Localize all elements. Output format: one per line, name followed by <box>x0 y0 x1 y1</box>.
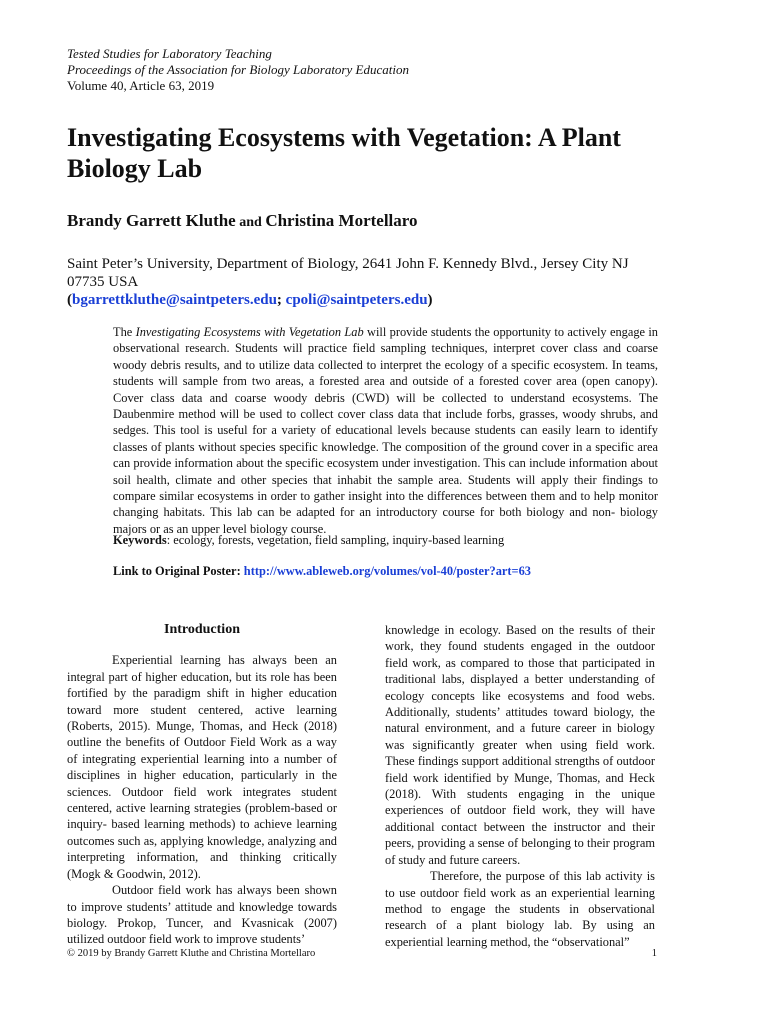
email-open-paren: ( <box>67 292 72 308</box>
email-link-1[interactable]: bgarrettkluthe@saintpeters.edu <box>72 292 277 308</box>
author-emails <box>67 291 667 309</box>
author-line <box>67 211 418 231</box>
journal-header <box>67 46 409 94</box>
author-2: Christina Mortellaro <box>265 211 418 230</box>
poster-link-sep: : <box>236 564 244 578</box>
keywords-value: : ecology, forests, vegetation, field sampling, inquiry-based learning <box>166 533 505 547</box>
right-column <box>385 622 655 950</box>
poster-link-line <box>113 564 531 579</box>
poster-link-label: Link to Original Poster <box>113 564 237 578</box>
intro-paragraph-1: Experiential learning has always been an integral part of higher education, but its role has been fortified by the paradigm shift in higher education toward more student centered, active learning (Roberts, 2015). Munge, Thomas, and Heck (2018) outline the benefits of Outdoor Field Work as a way of integrating experiential learning into a number of disciplines in higher education, particularly in the sciences. Outdoor field work integrates student centered, active learning strategies (problem-based or inquiry- based learning methods) to achieve learning outcomes such as, applying knowledge, analyzing and interpreting information, and thinking critically (Mogk & Goodwin, 2012). <box>67 653 337 881</box>
paper-title: Investigating Ecosystems with Vegetation: A Plant Biology Lab <box>67 123 621 183</box>
affiliation-address: Saint Peter’s University, Department of Biology, 2641 John F. Kennedy Blvd., Jersey City NJ 07735 USA <box>67 256 629 290</box>
introduction-heading: Introduction <box>164 622 240 637</box>
intro-paragraph-3: knowledge in ecology. Based on the results of their work, they found students engaged in the outdoor field work, as compared to those that participated in traditional labs, displayed a better understanding of ecology concepts like ecosystems and food webs. Additionally, students’ attitudes toward biology, the natural environment, and a future career in biology was significantly greater when using field work. These findings support additional strengths of outdoor field work identified by Munge, Thomas, and Heck (2018). With students engaging in the unique experiences of outdoor field work, they will have additional contact between the instructor and their peers, providing a sense of belonging to their program of study and future careers. <box>385 623 655 867</box>
page-footer <box>67 948 657 959</box>
left-column <box>67 622 337 948</box>
journal-volume: Volume 40, Article 63, 2019 <box>67 78 215 93</box>
poster-link-url[interactable]: http://www.ableweb.org/volumes/vol-40/poster?art=63 <box>243 564 532 578</box>
intro-paragraph-4: Therefore, the purpose of this lab activity is to use outdoor field work as an experiential learning method to engage the students in observational research of a plant biology lab. By using an experiential learning method, the “observational” <box>385 869 655 949</box>
affiliation <box>67 255 667 309</box>
journal-series: Tested Studies for Laboratory Teaching <box>67 46 272 61</box>
email-separator: ; <box>276 292 286 308</box>
journal-proceedings: Proceedings of the Association for Biology Laboratory Education <box>67 62 409 77</box>
intro-paragraph-2: Outdoor field work has always been shown to improve students’ attitude and knowledge towards biology. Prokop, Tuncer, and Kvasnicak (2007) utilized outdoor field work to improve students’ <box>67 883 337 947</box>
email-close-paren: ) <box>427 292 433 308</box>
author-conjunction: and <box>235 215 266 230</box>
copyright-notice: © 2019 by Brandy Garrett Kluthe and Christina Mortellaro <box>67 948 316 959</box>
abstract-lab-name: Investigating Ecosystems with Vegetation Lab <box>135 325 364 339</box>
abstract-body: will provide students the opportunity to actively engage in observational research. Students will practice field sampling techniques, interpret cover class and coarse woody debris results, and to utilize data collected to interpret the ecology of a specific ecosystem. In teams, students will sample from two areas, a forested area and outside of a forested cover area (open canopy). Cover class data and coarse woody debris (CWD) will be collected to understand ecosystems. The Daubenmire method will be used to collect cover class data that include forbs, grasses, woody shrubs, and sedges. This tool is useful for a variety of educational levels because students can easily learn to identify classes of plants without species specific knowledge. The composition of the ground cover in a specific area can provide information about the specific ecosystem under investigation. This can include information about soil health, climate and other species that inhabit the sample area. Students will apply their findings to compare similar ecosystems in order to gather insight into the differences between them and to help monitor changing habitats. This lab can be adapted for an introductory course for both biology and non- biology majors or as an upper level biology course. <box>113 325 658 536</box>
keywords-label: Keywords <box>113 533 167 547</box>
page-number: 1 <box>651 948 657 959</box>
keywords <box>113 533 504 548</box>
author-1: Brandy Garrett Kluthe <box>67 211 236 230</box>
email-link-2[interactable]: cpoli@saintpeters.edu <box>285 292 428 308</box>
abstract-lead: The <box>113 325 136 339</box>
abstract <box>113 324 658 537</box>
